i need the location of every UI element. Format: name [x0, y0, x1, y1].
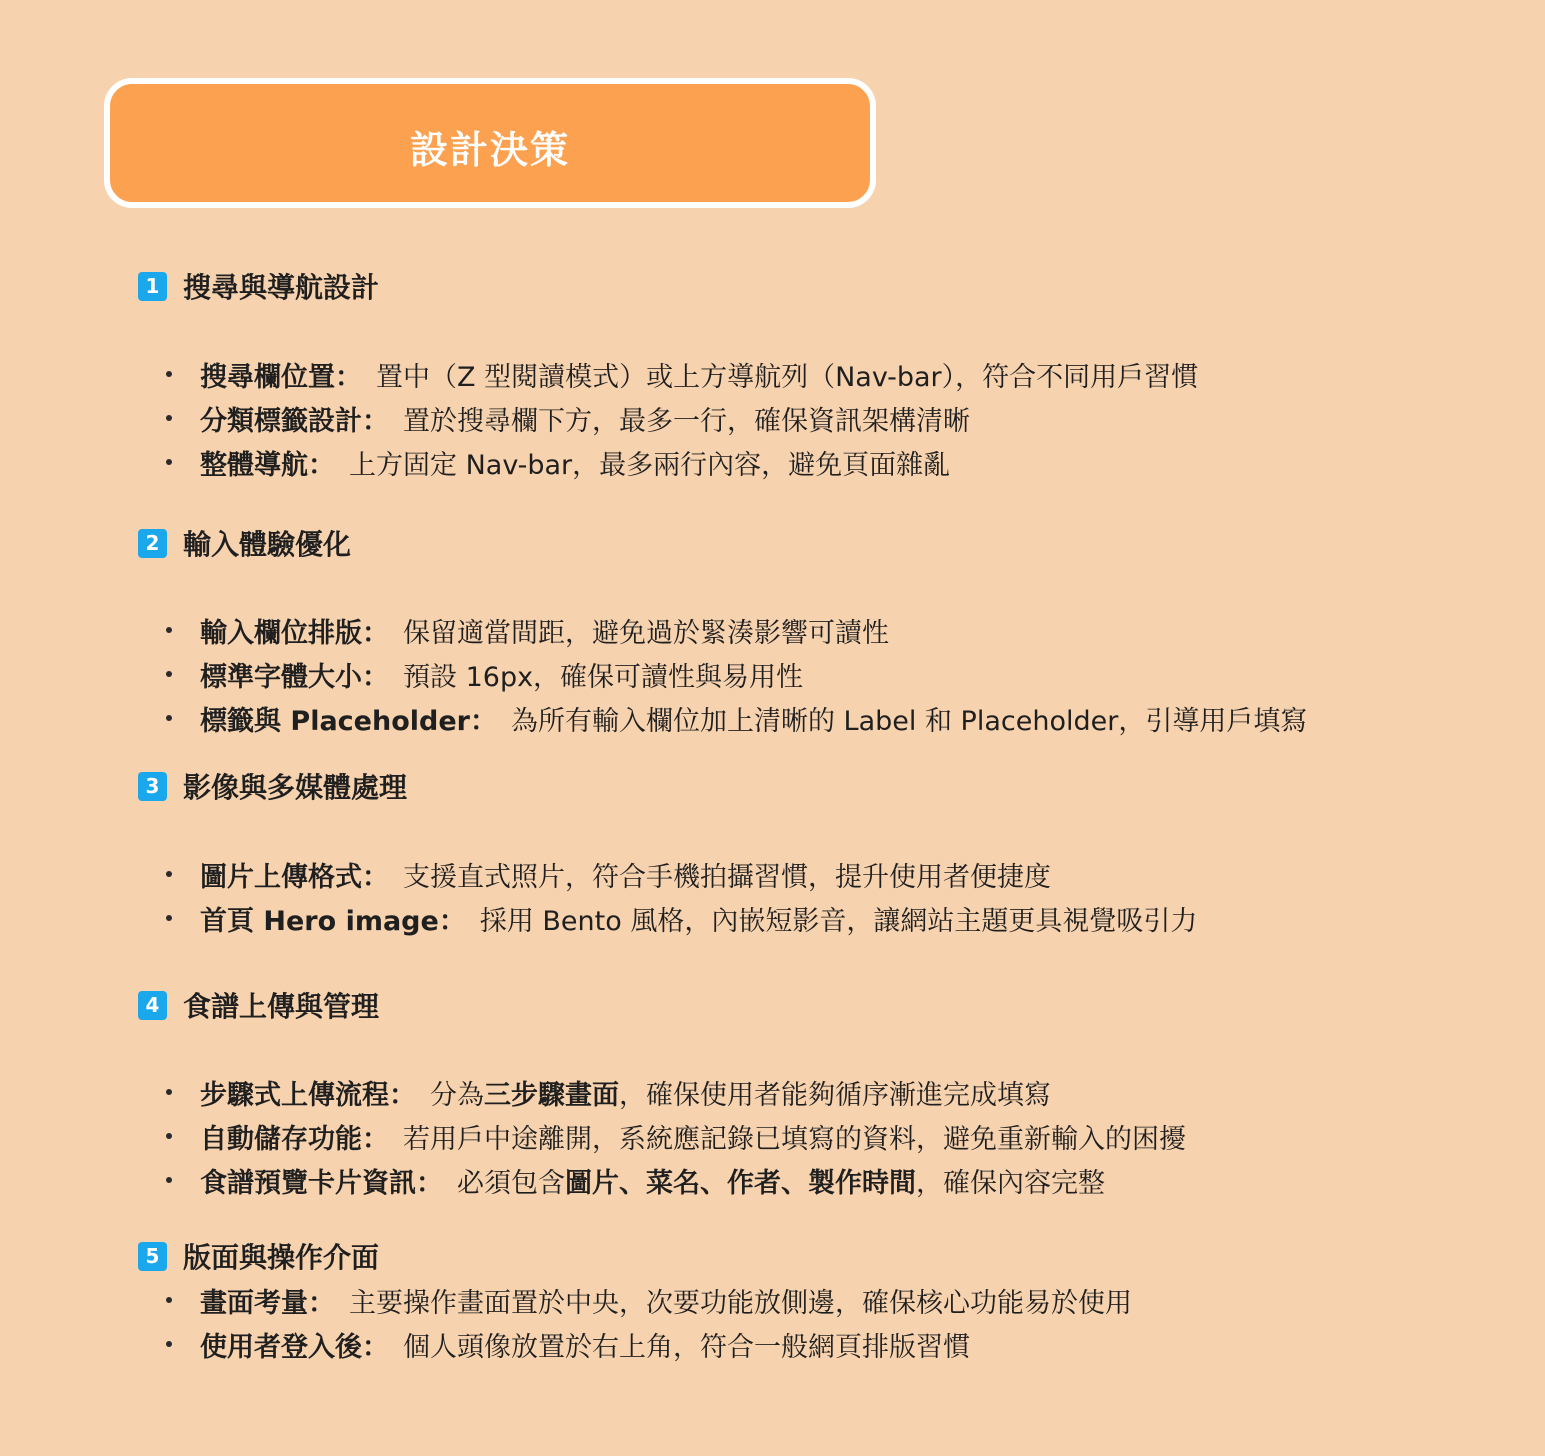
item-label: 使用者登入後 — [200, 1331, 362, 1363]
section-title: 版面與操作介面 — [183, 1241, 380, 1274]
item-label: 自動儲存功能 — [200, 1123, 362, 1155]
item-label: 標籤與 Placeholder — [200, 705, 470, 737]
item-colon: ： — [469, 705, 497, 737]
bullet-icon — [166, 871, 172, 877]
item-text-strong: 三步驟畫面 — [484, 1079, 619, 1111]
title-banner — [104, 78, 876, 208]
item-text: 若用戶中途離開，系統應記錄已填寫的資料，避免重新輸入的困擾 — [403, 1123, 1186, 1155]
bullet-icon — [166, 459, 172, 465]
item-colon: ： — [438, 905, 466, 937]
bullet-icon — [166, 1341, 172, 1347]
bullet-icon — [166, 371, 172, 377]
section-number-badge: 1 — [138, 272, 167, 301]
item-text: 預設 16px，確保可讀性與易用性 — [403, 661, 804, 693]
item-text: 置於搜尋欄下方，最多一行，確保資訊架構清晰 — [403, 405, 970, 437]
section-number-badge: 5 — [138, 1242, 167, 1271]
item-label: 步驟式上傳流程 — [200, 1079, 389, 1111]
item-colon: ： — [416, 1167, 443, 1199]
item-colon: ： — [362, 861, 389, 893]
list-item — [162, 608, 889, 652]
bullet-icon — [166, 915, 172, 921]
section-number-badge: 4 — [138, 991, 167, 1020]
item-text-post: ，確保內容完整 — [916, 1167, 1105, 1199]
page-title: 設計決策 — [409, 127, 570, 172]
item-text: 支援直式照片，符合手機拍攝習慣，提升使用者便捷度 — [403, 861, 1051, 893]
list-item — [162, 696, 1307, 740]
section-5-heading — [138, 1236, 379, 1276]
item-label: 畫面考量 — [200, 1287, 308, 1319]
list-item — [162, 896, 1197, 940]
section-title: 搜尋與導航設計 — [183, 271, 380, 304]
section-3-heading — [138, 766, 407, 806]
bullet-icon — [166, 1089, 172, 1095]
item-colon: ： — [335, 361, 362, 393]
item-colon: ： — [362, 617, 389, 649]
item-text-pre: 必須包含 — [457, 1167, 565, 1199]
item-text: 上方固定 Nav-bar，最多兩行內容，避免頁面雜亂 — [349, 449, 951, 481]
list-item — [162, 1114, 1186, 1158]
list-item — [162, 1070, 1051, 1114]
item-colon: ： — [308, 449, 335, 481]
list-item — [162, 440, 950, 484]
section-1-heading — [138, 266, 379, 306]
item-label: 標準字體大小 — [200, 661, 362, 693]
item-label: 輸入欄位排版 — [200, 617, 362, 649]
item-label: 食譜預覽卡片資訊 — [200, 1167, 416, 1199]
section-title: 輸入體驗優化 — [183, 528, 352, 561]
item-text: 保留適當間距，避免過於緊湊影響可讀性 — [403, 617, 889, 649]
item-colon: ： — [362, 1123, 389, 1155]
item-label: 整體導航 — [200, 449, 308, 481]
list-item — [162, 652, 803, 696]
bullet-icon — [166, 1133, 172, 1139]
item-colon: ： — [308, 1287, 335, 1319]
section-2-heading — [138, 523, 351, 563]
list-item — [162, 352, 1198, 396]
list-item — [162, 1158, 1105, 1202]
item-colon: ： — [362, 405, 389, 437]
bullet-icon — [166, 715, 172, 721]
section-title: 食譜上傳與管理 — [183, 990, 380, 1023]
list-item — [162, 396, 970, 440]
section-number-badge: 3 — [138, 772, 167, 801]
section-title: 影像與多媒體處理 — [183, 771, 408, 804]
item-colon: ： — [362, 1331, 389, 1363]
bullet-icon — [166, 1297, 172, 1303]
bullet-icon — [166, 671, 172, 677]
item-text-post: ，確保使用者能夠循序漸進完成填寫 — [619, 1079, 1051, 1111]
list-item — [162, 852, 1051, 896]
item-text: 個人頭像放置於右上角，符合一般網頁排版習慣 — [403, 1331, 970, 1363]
item-text-strong: 圖片、菜名、作者、製作時間 — [565, 1167, 916, 1199]
bullet-icon — [166, 1177, 172, 1183]
item-text: 主要操作畫面置於中央，次要功能放側邊，確保核心功能易於使用 — [349, 1287, 1132, 1319]
bullet-icon — [166, 627, 172, 633]
item-label: 分類標籤設計 — [200, 405, 362, 437]
item-label: 搜尋欄位置 — [200, 361, 335, 393]
item-text: 採用 Bento 風格，內嵌短影音，讓網站主題更具視覺吸引力 — [479, 905, 1198, 937]
section-number-badge: 2 — [138, 529, 167, 558]
item-text: 為所有輸入欄位加上清晰的 Label 和 Placeholder，引導用戶填寫 — [510, 705, 1308, 737]
item-colon: ： — [389, 1079, 416, 1111]
item-text: 置中（Z 型閱讀模式）或上方導航列（Nav-bar），符合不同用戶習慣 — [376, 361, 1199, 393]
item-text-pre: 分為 — [430, 1079, 484, 1111]
bullet-icon — [166, 415, 172, 421]
item-label: 首頁 Hero image — [200, 905, 439, 937]
list-item — [162, 1278, 1132, 1322]
item-colon: ： — [362, 661, 389, 693]
section-4-heading — [138, 985, 379, 1025]
list-item — [162, 1322, 970, 1366]
item-label: 圖片上傳格式 — [200, 861, 362, 893]
